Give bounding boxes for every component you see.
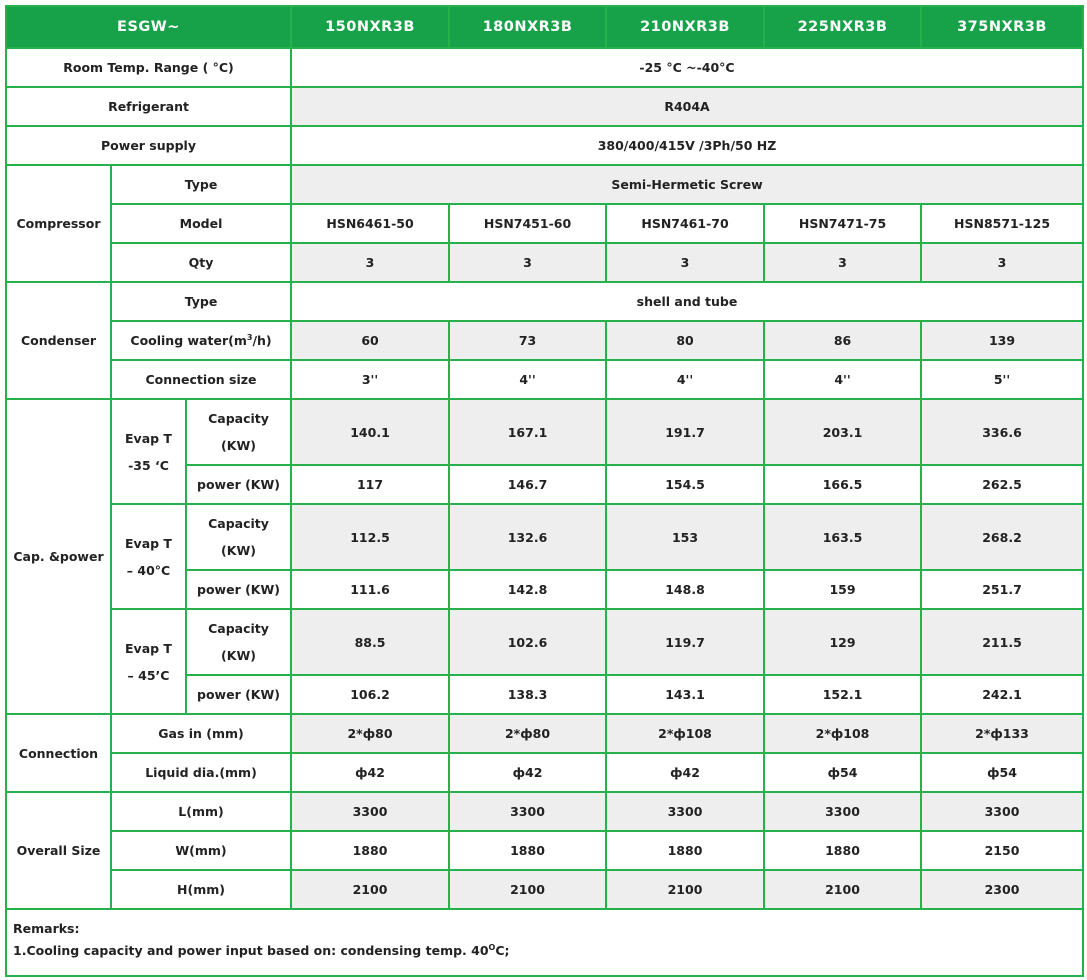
capacity-cell: 102.6	[449, 609, 606, 675]
capacity-cell: 140.1	[291, 399, 449, 465]
power-cell: 262.5	[921, 465, 1083, 504]
compressor-type-row	[6, 165, 1083, 204]
remarks-line: 1.Cooling capacity and power input based on: condensing temp. $40^OC$;	[13, 942, 510, 958]
cap-power-label: Cap. &power	[6, 399, 111, 714]
liquid-dia-cell: ф42	[291, 753, 449, 792]
model-header: 150NXR3B	[291, 6, 449, 48]
power-cell: 138.3	[449, 675, 606, 714]
compressor-model-cell: HSN6461-50	[291, 204, 449, 243]
capacity-cell: 132.6	[449, 504, 606, 570]
capacity-cell: 88.5	[291, 609, 449, 675]
condenser-type-row	[6, 282, 1083, 321]
power-cell: 166.5	[764, 465, 921, 504]
condenser-type-label: Type	[111, 282, 291, 321]
capacity-cell: 112.5	[291, 504, 449, 570]
compressor-model-label: Model	[111, 204, 291, 243]
length-cell: 3300	[606, 792, 764, 831]
evap-temp-label: Evap T -35 ‘C	[111, 399, 186, 504]
remarks	[6, 909, 1083, 976]
cooling-water-label: Cooling $water(m^3/h)$	[111, 321, 291, 360]
width-cell: 2150	[921, 831, 1083, 870]
liquid-dia-cell: ф54	[921, 753, 1083, 792]
power-cell: 148.8	[606, 570, 764, 609]
spec-table	[5, 5, 1084, 977]
capacity-cell: 119.7	[606, 609, 764, 675]
compressor-qty-cell: 3	[291, 243, 449, 282]
capacity-row	[6, 504, 1083, 570]
room-temp-row	[6, 48, 1083, 87]
compressor-model-row	[6, 204, 1083, 243]
connection-size-label: Connection size	[111, 360, 291, 399]
power-label: power (KW)	[186, 675, 291, 714]
gas-in-cell: 2*ф108	[606, 714, 764, 753]
compressor-model-cell: HSN8571-125	[921, 204, 1083, 243]
liquid-dia-row	[6, 753, 1083, 792]
gas-in-label: Gas in (mm)	[111, 714, 291, 753]
power-cell: 117	[291, 465, 449, 504]
width-cell: 1880	[449, 831, 606, 870]
compressor-qty-label: Qty	[111, 243, 291, 282]
connection-size-cell: 5''	[921, 360, 1083, 399]
gas-in-cell: 2*ф80	[449, 714, 606, 753]
capacity-cell: 211.5	[921, 609, 1083, 675]
height-cell: 2100	[764, 870, 921, 909]
connection-size-cell: 4''	[764, 360, 921, 399]
power-label: power (KW)	[186, 465, 291, 504]
power-cell: 106.2	[291, 675, 449, 714]
power-supply-row	[6, 126, 1083, 165]
length-cell: 3300	[291, 792, 449, 831]
power-cell: 152.1	[764, 675, 921, 714]
compressor-qty-cell: 3	[921, 243, 1083, 282]
width-cell: 1880	[606, 831, 764, 870]
model-header: 180NXR3B	[449, 6, 606, 48]
power-cell: 251.7	[921, 570, 1083, 609]
room-temp-value: -25 °C ~-40°C	[291, 48, 1083, 87]
power-cell: 143.1	[606, 675, 764, 714]
compressor-qty-cell: 3	[606, 243, 764, 282]
refrigerant-value: R404A	[291, 87, 1083, 126]
capacity-cell: 203.1	[764, 399, 921, 465]
evap-temp-label: Evap T – 40°C	[111, 504, 186, 609]
power-cell: 142.8	[449, 570, 606, 609]
power-cell: 146.7	[449, 465, 606, 504]
compressor-model-cell: HSN7461-70	[606, 204, 764, 243]
height-row	[6, 870, 1083, 909]
capacity-row	[6, 399, 1083, 465]
model-header: 375NXR3B	[921, 6, 1083, 48]
condenser-type-value: shell and tube	[291, 282, 1083, 321]
width-cell: 1880	[764, 831, 921, 870]
height-cell: 2100	[449, 870, 606, 909]
capacity-cell: 336.6	[921, 399, 1083, 465]
evap-temp-label: Evap T – 45’C	[111, 609, 186, 714]
height-label: H(mm)	[111, 870, 291, 909]
cooling-water-cell: 139	[921, 321, 1083, 360]
remarks-row	[6, 909, 1083, 976]
model-header: 210NXR3B	[606, 6, 764, 48]
remarks-title: Remarks:	[13, 921, 80, 936]
power-cell: 242.1	[921, 675, 1083, 714]
cooling-water-cell: 80	[606, 321, 764, 360]
power-cell: 159	[764, 570, 921, 609]
liquid-dia-cell: ф54	[764, 753, 921, 792]
capacity-cell: 191.7	[606, 399, 764, 465]
liquid-dia-cell: ф42	[449, 753, 606, 792]
height-cell: 2100	[291, 870, 449, 909]
compressor-qty-cell: 3	[449, 243, 606, 282]
refrigerant-label: Refrigerant	[6, 87, 291, 126]
refrigerant-row	[6, 87, 1083, 126]
liquid-dia-cell: ф42	[606, 753, 764, 792]
capacity-label: Capacity (KW)	[186, 504, 291, 570]
gas-in-cell: 2*ф133	[921, 714, 1083, 753]
capacity-cell: 268.2	[921, 504, 1083, 570]
length-row	[6, 792, 1083, 831]
liquid-dia-label: Liquid dia.(mm)	[111, 753, 291, 792]
gas-in-row	[6, 714, 1083, 753]
model-header: 225NXR3B	[764, 6, 921, 48]
connection-size-cell: 4''	[606, 360, 764, 399]
cooling-water-cell: 73	[449, 321, 606, 360]
compressor-model-cell: HSN7451-60	[449, 204, 606, 243]
gas-in-cell: 2*ф108	[764, 714, 921, 753]
capacity-label: Capacity (KW)	[186, 609, 291, 675]
capacity-cell: 153	[606, 504, 764, 570]
power-supply-label: Power supply	[6, 126, 291, 165]
compressor-type-value: Semi-Hermetic Screw	[291, 165, 1083, 204]
connection-size-cell: 3''	[291, 360, 449, 399]
capacity-row	[6, 609, 1083, 675]
length-cell: 3300	[449, 792, 606, 831]
overall-size-label: Overall Size	[6, 792, 111, 909]
series-header: ESGW~	[6, 6, 291, 48]
cooling-water-cell: 86	[764, 321, 921, 360]
compressor-qty-cell: 3	[764, 243, 921, 282]
width-row	[6, 831, 1083, 870]
room-temp-label: Room Temp. Range ( °C)	[6, 48, 291, 87]
length-cell: 3300	[764, 792, 921, 831]
length-label: L(mm)	[111, 792, 291, 831]
connection-size-cell: 4''	[449, 360, 606, 399]
width-cell: 1880	[291, 831, 449, 870]
height-cell: 2100	[606, 870, 764, 909]
power-label: power (KW)	[186, 570, 291, 609]
compressor-label: Compressor	[6, 165, 111, 282]
header-row	[6, 6, 1083, 48]
cooling-water-cell: 60	[291, 321, 449, 360]
connection-size-row	[6, 360, 1083, 399]
connection-label: Connection	[6, 714, 111, 792]
width-label: W(mm)	[111, 831, 291, 870]
compressor-model-cell: HSN7471-75	[764, 204, 921, 243]
condenser-label: Condenser	[6, 282, 111, 399]
power-cell: 154.5	[606, 465, 764, 504]
cooling-water-row	[6, 321, 1083, 360]
compressor-type-label: Type	[111, 165, 291, 204]
capacity-cell: 167.1	[449, 399, 606, 465]
power-supply-value: 380/400/415V /3Ph/50 HZ	[291, 126, 1083, 165]
gas-in-cell: 2*ф80	[291, 714, 449, 753]
height-cell: 2300	[921, 870, 1083, 909]
power-cell: 111.6	[291, 570, 449, 609]
capacity-cell: 163.5	[764, 504, 921, 570]
capacity-label: Capacity (KW)	[186, 399, 291, 465]
compressor-qty-row	[6, 243, 1083, 282]
capacity-cell: 129	[764, 609, 921, 675]
length-cell: 3300	[921, 792, 1083, 831]
